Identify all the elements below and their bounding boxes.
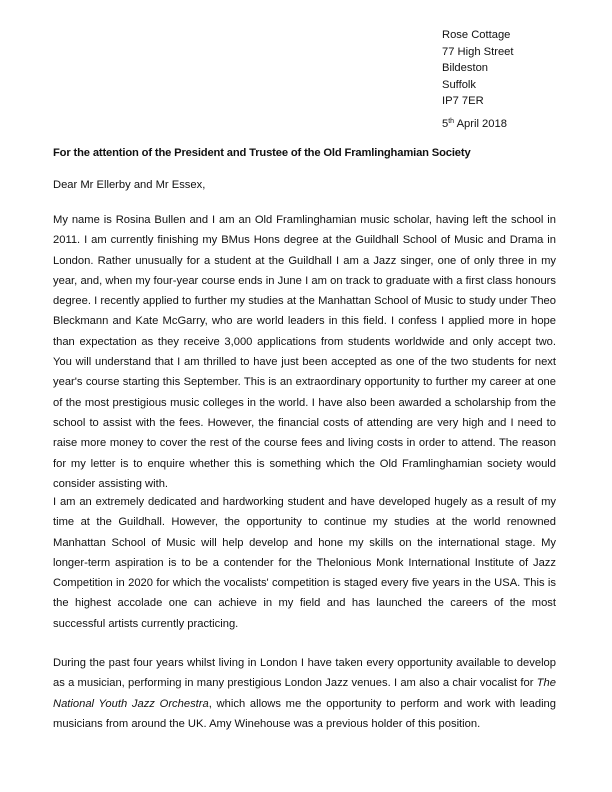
letter-heading: For the attention of the President and Trustee of the Old Framlinghamian Society xyxy=(53,147,471,159)
address-line: Suffolk xyxy=(442,78,476,91)
body-paragraph-1: My name is Rosina Bullen and I am an Old Framlinghamian music scholar, having left the school in 2011. I am currently finishing my BMus Hons degree at the Guildhall School of Music and Drama in London. Rather unusually for a student at the Guildhall I am a Jazz singer, one of only three in my year, and, when my four-year course ends in June I am on track to graduate with a first class honours degree. I recently applied to further my studies at the Manhattan School of Music to study under Theo Bleckmann and Kate McGarry, who are world leaders in this field. I confess I applied more in hope than expectation as they receive 3,000 applications from students worldwide and only accept two. You will understand that I am thrilled to have just been accepted as one of the two students for next year's course starting this September. This is an extraordinary opportunity to further my career at one of the most prestigious music colleges in the world. I have also been awarded a scholarship from the school to assist with the fees. However, the financial costs of attending are very high and I need to raise more money to cover the rest of the course fees and living costs in order to attend. The reason for my letter is to enquire whether this is something which the Old Framlinghamian society would consider assisting with. xyxy=(53,214,556,490)
date-suffix: th xyxy=(448,118,455,125)
date-day: 5 xyxy=(442,118,449,130)
sender-address xyxy=(442,27,514,110)
address-line: Bildeston xyxy=(442,62,489,75)
address-line: Rose Cottage xyxy=(442,29,511,41)
letter-date xyxy=(442,118,507,130)
address-line: 77 High Street xyxy=(442,45,514,58)
body-paragraph-3 xyxy=(53,653,556,734)
orchestra-name: The National Youth Jazz Orchestra xyxy=(53,677,556,710)
body-paragraph-2: I am an extremely dedicated and hardworking student and have developed hugely as a result of my time at the Guildhall. However, the opportunity to continue my studies at the world renowned Manhattan School of Music will help develop and hone my skills on the international stage. My longer-term aspiration is to be a contender for the Thelonious Monk International Institute of Jazz Competition in 2020 for which the vocalists' competition is staged every five years in the USA. This is the highest accolade one can achieve in my field and has launched the careers of the most successful artists currently practicing. xyxy=(53,496,556,630)
paragraph-text: During the past four years whilst living in London I have taken every opportunity available to develop as a musician, performing in many prestigious London Jazz venues. I am also a chair vocalist for xyxy=(53,657,556,690)
address-line: IP7 7ER xyxy=(442,95,484,108)
paragraph-text: , which allows me the opportunity to perform and work with leading musicians from around the UK. Amy Winehouse was a previous holder of this position. xyxy=(53,697,556,730)
date-month-year: April 2018 xyxy=(454,118,507,130)
salutation: Dear Mr Ellerby and Mr Essex, xyxy=(53,179,206,191)
